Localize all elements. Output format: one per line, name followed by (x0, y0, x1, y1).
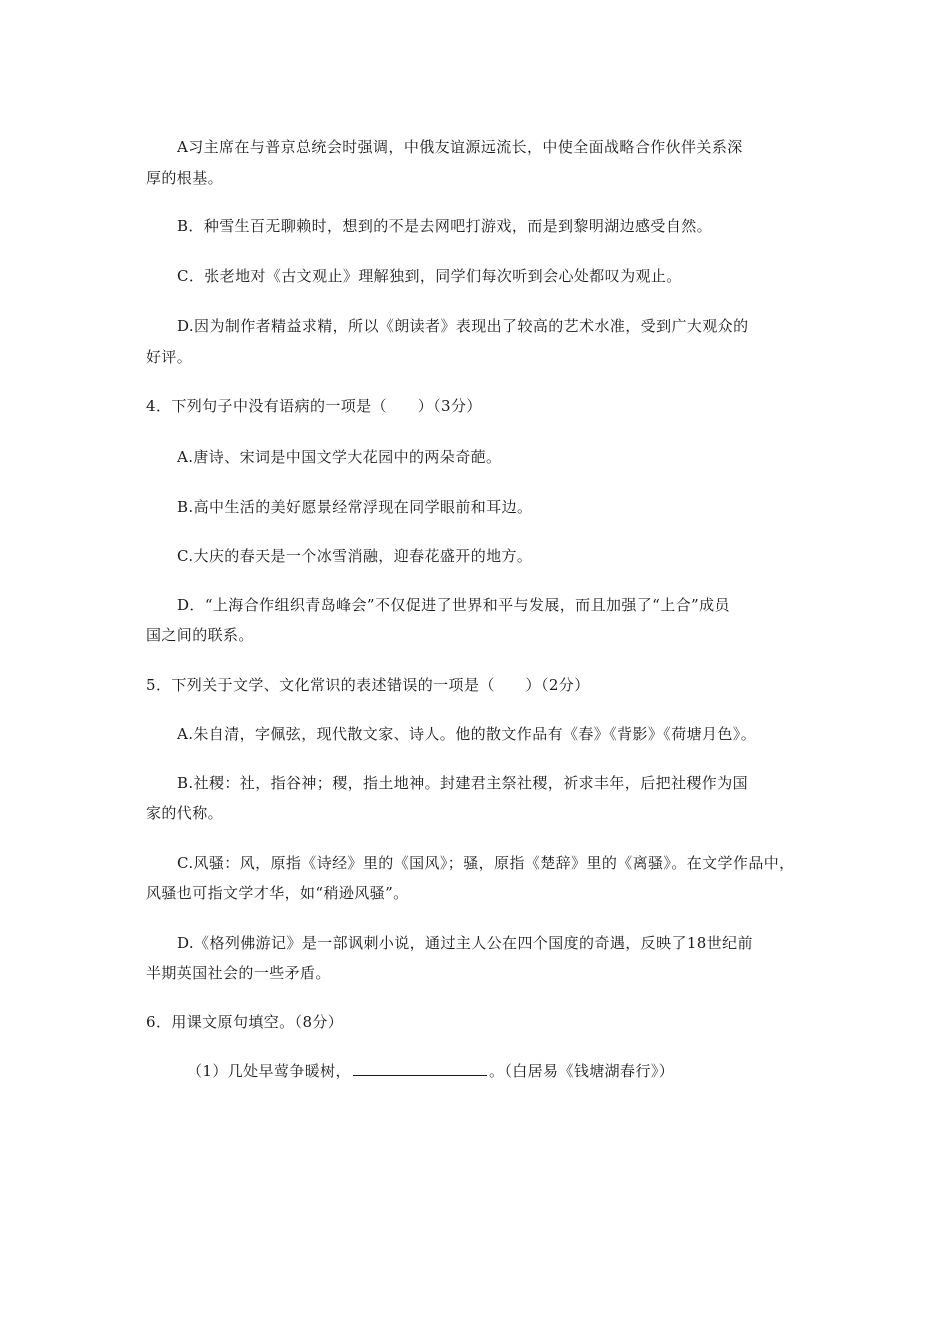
q5-option-d-line2: 半期英国社会的一些矛盾。 (146, 964, 331, 982)
q5-option-b-line1: B.社稷：社，指谷神；稷，指土地神。封建君主祭社稷，祈求丰年，后把社稷作为国 (177, 774, 748, 792)
q3-option-c: C．张老地对《古文观止》理解独到，同学们每次听到会心处都叹为观止。 (177, 267, 682, 285)
q5-question: 5．下列关于文学、文化常识的表述错误的一项是（ ）（2分） (146, 676, 590, 694)
q4-option-c: C.大庆的春天是一个冰雪消融，迎春花盛开的地方。 (177, 547, 533, 565)
q4-option-a: A.唐诗、宋词是中国文学大花园中的两朵奇葩。 (177, 448, 502, 466)
q5-option-d-line1: D.《格列佛游记》是一部讽刺小说，通过主人公在四个国度的奇遇，反映了18世纪前 (177, 934, 753, 952)
q4-option-d-line2: 国之间的联系。 (146, 626, 254, 644)
q4-option-d-line1: D．“上海合作组织青岛峰会”不仅促进了世界和平与发展，而且加强了“上合”成员 (177, 596, 730, 614)
answer-blank[interactable] (353, 1061, 487, 1076)
q5-option-a: A.朱自清，字佩弦，现代散文家、诗人。他的散文作品有《春》《背影》《荷塘月色》。 (177, 725, 757, 743)
q3-option-d-line2: 好评。 (146, 348, 193, 366)
q4-option-b: B.高中生活的美好愿景经常浮现在同学眼前和耳边。 (177, 498, 533, 516)
q6-item-1-prefix: （1）几处早莺争暖树， (187, 1062, 351, 1080)
q4-question: 4．下列句子中没有语病的一项是（ ）（3分） (146, 397, 482, 415)
q5-option-c-line1: C.风骚：风，原指《诗经》里的《国风》；骚，原指《楚辞》里的《离骚》。在文学作品中， (177, 854, 795, 872)
q3-option-a-line2: 厚的根基。 (146, 169, 224, 187)
q3-option-b: B．种雪生百无聊赖时，想到的不是去网吧打游戏，而是到黎明湖边感受自然。 (177, 217, 713, 235)
q5-option-c-line2: 风骚也可指文学才华，如“稍逊风骚”。 (146, 884, 409, 902)
q5-option-b-line2: 家的代称。 (146, 804, 224, 822)
q6-item-1-suffix: 。（白居易《钱塘湖春行》） (488, 1062, 675, 1080)
q3-option-d-line1: D.因为制作者精益求精，所以《朗读者》表现出了较高的艺术水准，受到广大观众的 (177, 317, 749, 335)
q3-option-a-line1: A习主席在与普京总统会时强调，中俄友谊源远流长，中使全面战略合作伙伴关系深 (177, 138, 743, 156)
q6-item-1 (187, 1061, 674, 1081)
q6-question: 6．用课文原句填空。（8分） (146, 1013, 344, 1031)
